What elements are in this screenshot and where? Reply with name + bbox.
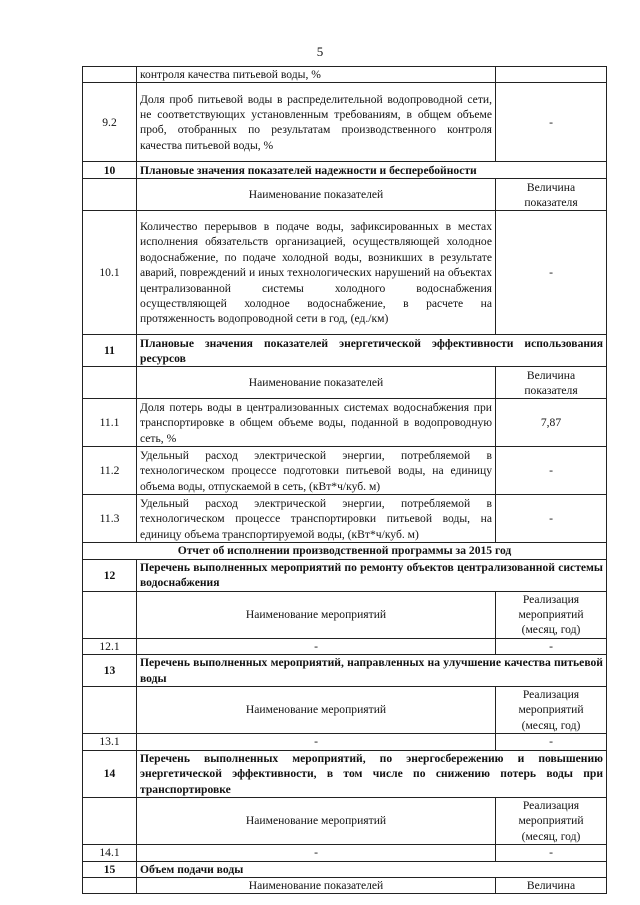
section-number: 10 [83,162,137,179]
row-text: Удельный расход электрической энергии, потребляемой в технологическом процессе транспортировки питьевой воды, на единицу объема транспортируемой воды, (кВт*ч/куб. м) [137,495,496,543]
header-blank [83,367,137,399]
row-number: 13.1 [83,734,137,750]
header-name: Наименование показателей [137,877,496,893]
section-number: 14 [83,750,137,797]
row-value: - [496,638,607,654]
header-row [83,179,607,211]
row-value: - [496,845,607,861]
row-number: 11.1 [83,399,137,447]
row-number [83,67,137,83]
section-number: 12 [83,559,137,591]
row-text: - [137,734,496,750]
section-title: Перечень выполненных мероприятий, по энергосбережению и повышению энергетической эффективности, в том числе по снижению потерь воды при транспортировке [137,750,607,797]
section-row [83,162,607,179]
table-row [83,845,607,861]
section-title: Объем подачи воды [137,861,607,877]
row-value: - [496,734,607,750]
row-text: Количество перерывов в подаче воды, зафиксированных в местах исполнения обязательств организацией, осуществляющей холодное водоснабжение, по подаче холодной воды, возникших в результате аварий, повреждений и иных технологических нарушений на объектах централизованной системы холодного водоснабжения осуществляющей холодное водоснабжение, в расчете на протяженность водопроводной сети в год, (ед./км) [137,211,496,335]
row-value: 7,87 [496,399,607,447]
table-row [83,399,607,447]
header-row [83,797,607,844]
section-row [83,861,607,877]
row-value: - [496,495,607,543]
row-text: - [137,638,496,654]
header-blank [83,797,137,844]
header-row [83,367,607,399]
section-title: Плановые значения показателей надежности и бесперебойности [137,162,607,179]
report-title-row [83,543,607,559]
row-value: - [496,83,607,162]
row-value: - [496,211,607,335]
header-blank [83,687,137,734]
row-text: Доля проб питьевой воды в распределительной водопроводной сети, не соответствующих установленным требованиям, в общем объеме проб, отобранных по результатам производственного контроля качества питьевой воды, % [137,83,496,162]
row-value [496,67,607,83]
section-row [83,335,607,367]
row-number: 14.1 [83,845,137,861]
table-row [83,211,607,335]
section-number: 11 [83,335,137,367]
row-text: - [137,845,496,861]
row-number: 11.3 [83,495,137,543]
header-name: Наименование мероприятий [137,687,496,734]
table-row [83,83,607,162]
header-name: Наименование мероприятий [137,591,496,638]
header-row [83,687,607,734]
header-value: Величина [496,877,607,893]
header-value: Величина показателя [496,367,607,399]
section-row [83,750,607,797]
row-number: 10.1 [83,211,137,335]
header-blank [83,179,137,211]
header-blank [83,877,137,893]
row-number: 11.2 [83,447,137,495]
page-number: 5 [316,44,324,59]
section-number: 15 [83,861,137,877]
production-program-table [82,66,607,894]
section-number: 13 [83,655,137,687]
section-title: Плановые значения показателей энергетической эффективности использования ресурсов [137,335,607,367]
section-title: Перечень выполненных мероприятий, направленных на улучшение качества питьевой воды [137,655,607,687]
row-number: 9.2 [83,83,137,162]
header-row [83,877,607,893]
section-row [83,655,607,687]
header-row [83,591,607,638]
header-value: Реализация мероприятий (месяц, год) [496,797,607,844]
header-blank [83,591,137,638]
report-title: Отчет об исполнении производственной программы за 2015 год [83,543,607,559]
header-name: Наименование мероприятий [137,797,496,844]
table-row [83,67,607,83]
header-name: Наименование показателей [137,179,496,211]
section-row [83,559,607,591]
header-name: Наименование показателей [137,367,496,399]
row-text: контроля качества питьевой воды, % [137,67,496,83]
row-value: - [496,447,607,495]
row-text: Удельный расход электрической энергии, потребляемой в технологическом процессе подготовки питьевой воды, на единицу объема воды, отпускаемой в сеть, (кВт*ч/куб. м) [137,447,496,495]
table-row [83,638,607,654]
table-row [83,447,607,495]
table-row [83,734,607,750]
row-text: Доля потерь воды в централизованных системах водоснабжения при транспортировке в общем объеме воды, поданной в водопроводную сеть, % [137,399,496,447]
header-value: Реализация мероприятий (месяц, год) [496,591,607,638]
section-title: Перечень выполненных мероприятий по ремонту объектов централизованной системы водоснабжения [137,559,607,591]
header-value: Реализация мероприятий (месяц, год) [496,687,607,734]
table-row [83,495,607,543]
row-number: 12.1 [83,638,137,654]
header-value: Величина показателя [496,179,607,211]
